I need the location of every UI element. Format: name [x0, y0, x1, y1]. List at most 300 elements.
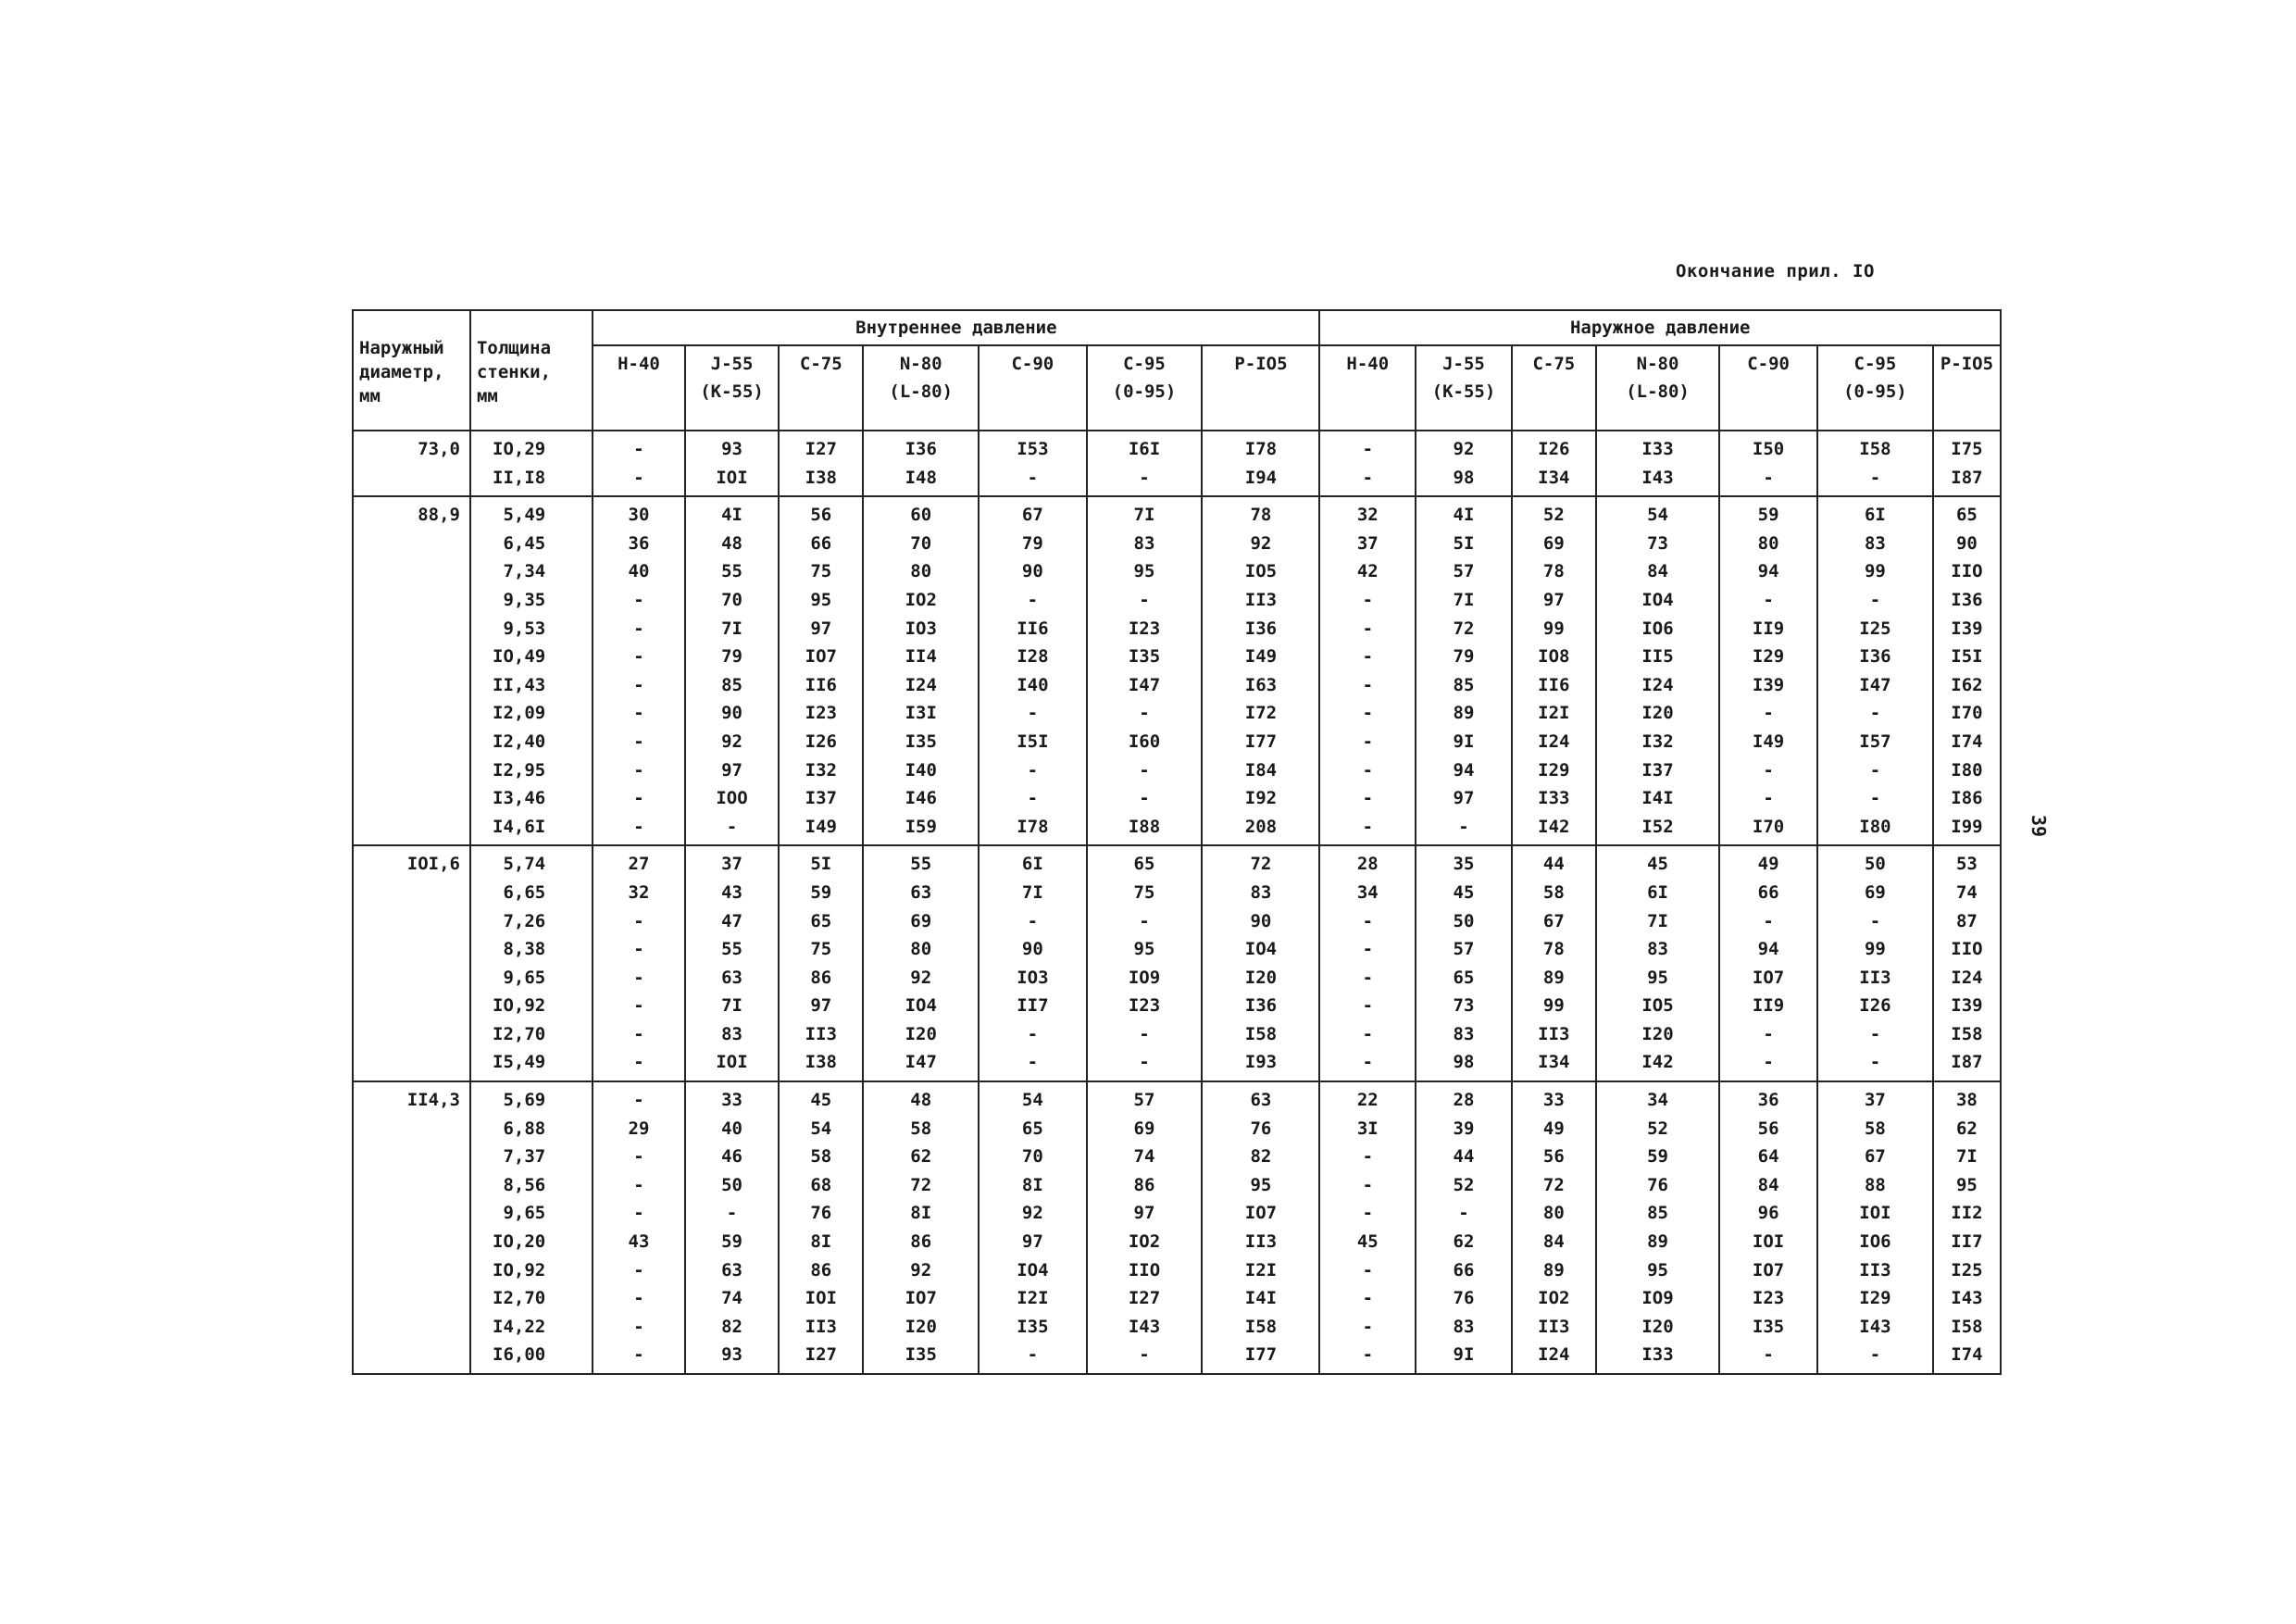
cell-value: 59: [810, 881, 832, 903]
cell-value: 88: [1864, 1174, 1886, 1195]
cell-value: I43: [1641, 467, 1674, 488]
cell-value: 70: [721, 589, 742, 610]
cell-value: -: [1362, 1052, 1374, 1073]
cell-value: I20: [1641, 1316, 1674, 1337]
cell-value: 75: [1133, 881, 1155, 903]
cell-value: 76: [1250, 1118, 1272, 1139]
external-pressure-column: [1319, 845, 1416, 1081]
external-pressure-column: [1512, 1081, 1596, 1374]
cell-value: 99: [1864, 561, 1886, 582]
cell-value: I27: [805, 439, 837, 459]
cell-value: 48: [721, 532, 742, 554]
cell-value: диаметр,: [359, 362, 444, 382]
cell-value: -: [1362, 1023, 1374, 1044]
cell-value: II3: [1538, 1023, 1570, 1044]
external-grade-header: [1933, 345, 2001, 431]
cell-value: I39: [1951, 995, 1983, 1017]
cell-value: -: [633, 1203, 644, 1224]
cell-value: 7I: [1133, 505, 1155, 526]
grade-label: Н-40: [618, 354, 660, 374]
cell-value: IO,49: [493, 646, 546, 668]
cell-value: 3I: [1356, 1118, 1379, 1139]
cell-value: 22: [1356, 1090, 1379, 1111]
external-pressure-column: [1416, 845, 1512, 1081]
cell-value: 92: [1021, 1203, 1043, 1224]
cell-value: 78: [1250, 505, 1272, 526]
cell-value: -: [633, 759, 644, 781]
cell-value: 97: [810, 618, 832, 639]
cell-value: I36: [1244, 995, 1278, 1017]
internal-pressure-column: [779, 1081, 863, 1374]
external-pressure-column: [1596, 496, 1719, 845]
external-pressure-column: [1817, 431, 1933, 496]
cell-value: 55: [721, 939, 742, 960]
cell-value: I77: [1244, 731, 1278, 752]
cell-value: 57: [1133, 1090, 1155, 1111]
cell-value: 94: [1453, 759, 1475, 781]
cell-value: I32: [1641, 731, 1674, 752]
cell-value: -: [1027, 467, 1039, 488]
cell-value: IIO: [1128, 1259, 1161, 1280]
cell-value: -: [633, 995, 644, 1017]
internal-pressure-column: [863, 431, 979, 496]
cell-value: 76: [810, 1203, 832, 1224]
cell-value: 58: [810, 1146, 832, 1168]
internal-pressure-column: [779, 431, 863, 496]
cell-value: I24: [1538, 731, 1570, 752]
cell-value: 90: [721, 703, 742, 724]
grade-label: С-75: [1532, 354, 1576, 374]
outer-diameter: 73,0: [353, 431, 470, 496]
cell-value: -: [1139, 759, 1150, 781]
cell-value: 65: [810, 910, 832, 931]
cell-value: 75: [810, 939, 832, 960]
cell-value: I58: [1951, 1316, 1983, 1337]
cell-value: 37: [721, 854, 742, 875]
cell-value: -: [633, 1146, 644, 1168]
cell-value: 80: [910, 939, 932, 960]
cell-value: -: [1027, 788, 1039, 809]
cell-value: 80: [1542, 1203, 1565, 1224]
cell-value: 59: [1647, 1146, 1668, 1168]
cell-value: IOI: [1752, 1231, 1785, 1253]
cell-value: -: [633, 939, 644, 960]
cell-value: 8I: [910, 1203, 932, 1224]
external-pressure-column: [1933, 1081, 2001, 1374]
cell-value: 30: [628, 505, 650, 526]
internal-grade-header: [1087, 345, 1203, 431]
cell-value: I24: [1951, 967, 1983, 988]
cell-value: I74: [1951, 1344, 1983, 1366]
cell-value: 69: [1864, 881, 1886, 903]
cell-value: I48: [905, 467, 937, 488]
cell-value: 82: [1250, 1146, 1272, 1168]
cell-value: I35: [1017, 1316, 1049, 1337]
external-pressure-column: [1512, 431, 1596, 496]
cell-value: 95: [1250, 1174, 1272, 1195]
cell-value: 83: [1133, 532, 1155, 554]
cell-value: 55: [910, 854, 932, 875]
cell-value: -: [1362, 1288, 1374, 1309]
cell-value: 32: [1356, 505, 1379, 526]
external-pressure-column: [1719, 496, 1817, 845]
cell-value: IO,92: [493, 995, 546, 1017]
cell-value: -: [1362, 759, 1374, 781]
cell-value: IOI: [716, 467, 748, 488]
cell-value: IO5: [1641, 995, 1674, 1017]
cell-value: 208: [1244, 816, 1278, 837]
cell-value: 98: [1453, 467, 1475, 488]
cell-value: I29: [1752, 646, 1785, 668]
cell-value: 93: [721, 1344, 742, 1366]
cell-value: 57: [1453, 561, 1475, 582]
external-pressure-column: [1319, 431, 1416, 496]
cell-value: I47: [905, 1052, 937, 1073]
cell-value: -: [633, 1288, 644, 1309]
cell-value: 9,65: [503, 967, 546, 988]
cell-value: I40: [1017, 674, 1049, 695]
internal-pressure-column: [979, 431, 1086, 496]
cell-value: 86: [810, 1259, 832, 1280]
cell-value: 58: [1542, 881, 1565, 903]
cell-value: I4I: [1244, 1288, 1278, 1309]
cell-value: -: [1362, 646, 1374, 668]
cell-value: 4I: [721, 505, 742, 526]
cell-value: -: [633, 674, 644, 695]
cell-value: 85: [1453, 674, 1475, 695]
cell-value: 27: [628, 854, 650, 875]
cell-value: II3: [1244, 1231, 1278, 1253]
cell-value: I25: [1859, 618, 1891, 639]
cell-value: -: [633, 1023, 644, 1044]
cell-value: 76: [1647, 1174, 1668, 1195]
external-pressure-column: [1596, 1081, 1719, 1374]
cell-value: -: [1763, 703, 1774, 724]
cell-value: 95: [1133, 561, 1155, 582]
cell-value: I52: [1641, 816, 1674, 837]
cell-value: 6,88: [503, 1118, 546, 1139]
cell-value: I6I: [1128, 439, 1161, 459]
cell-value: -: [633, 967, 644, 988]
internal-pressure-column: [685, 496, 780, 845]
cell-value: IO,29: [493, 439, 546, 459]
cell-value: IOI: [716, 1052, 748, 1073]
cell-value: 70: [1021, 1146, 1043, 1168]
grade-label: (0-95): [1843, 381, 1907, 402]
cell-value: -: [1139, 910, 1150, 931]
internal-grade-header: [779, 345, 863, 431]
cell-value: 33: [1542, 1090, 1565, 1111]
cell-value: IO4: [1641, 589, 1674, 610]
external-pressure-column: [1817, 496, 1933, 845]
cell-value: 83: [1250, 881, 1272, 903]
cell-value: Наружный: [359, 338, 444, 358]
cell-value: 54: [1647, 505, 1668, 526]
cell-value: 95: [1133, 939, 1155, 960]
cell-value: I20: [905, 1023, 937, 1044]
cell-value: II3: [805, 1023, 837, 1044]
cell-value: IO3: [1017, 967, 1049, 988]
cell-value: 50: [1453, 910, 1475, 931]
internal-pressure-column: [1087, 431, 1203, 496]
cell-value: 44: [1453, 1146, 1475, 1168]
cell-value: 67: [1542, 910, 1565, 931]
cell-value: -: [633, 618, 644, 639]
cell-value: II,I8: [493, 467, 546, 488]
internal-grade-header: [863, 345, 979, 431]
cell-value: 63: [721, 967, 742, 988]
grade-label: J-55: [710, 354, 754, 374]
cell-value: I42: [1538, 816, 1570, 837]
cell-value: 85: [721, 674, 742, 695]
cell-value: I49: [805, 816, 837, 837]
cell-value: 83: [721, 1023, 742, 1044]
grade-label: N-80: [1636, 354, 1679, 374]
cell-value: I94: [1244, 467, 1278, 488]
cell-value: 89: [1542, 1259, 1565, 1280]
cell-value: 70: [910, 532, 932, 554]
cell-value: II4: [905, 646, 937, 668]
cell-value: IO2: [905, 589, 937, 610]
cell-value: I23: [805, 703, 837, 724]
table-row: [353, 496, 2001, 845]
cell-value: 63: [721, 1259, 742, 1280]
cell-value: I38: [805, 1052, 837, 1073]
cell-value: I86: [1951, 788, 1983, 809]
grade-label: (0-95): [1112, 381, 1177, 402]
cell-value: I24: [1641, 674, 1674, 695]
cell-value: I2I: [1017, 1288, 1049, 1309]
cell-value: I27: [805, 1344, 837, 1366]
external-pressure-column: [1596, 845, 1719, 1081]
table-row: [353, 431, 2001, 496]
external-pressure-column: [1319, 1081, 1416, 1374]
external-pressure-column: [1933, 845, 2001, 1081]
cell-value: -: [633, 910, 644, 931]
cell-value: 86: [910, 1231, 932, 1253]
cell-value: -: [1869, 467, 1881, 488]
cell-value: I80: [1859, 816, 1891, 837]
grade-label: С-95: [1853, 354, 1897, 374]
cell-value: 6,45: [503, 532, 546, 554]
cell-value: I40: [905, 759, 937, 781]
cell-value: 62: [1453, 1231, 1475, 1253]
cell-value: 78: [1542, 561, 1565, 582]
cell-value: -: [633, 1259, 644, 1280]
cell-value: 83: [1453, 1316, 1475, 1337]
cell-value: -: [633, 816, 644, 837]
cell-value: 66: [1453, 1259, 1475, 1280]
cell-value: 50: [1864, 854, 1886, 875]
cell-value: 58: [1864, 1118, 1886, 1139]
cell-value: 45: [1356, 1231, 1379, 1253]
external-pressure-column: [1512, 845, 1596, 1081]
cell-value: -: [1139, 788, 1150, 809]
cell-value: 69: [1542, 532, 1565, 554]
cell-value: I87: [1951, 1052, 1983, 1073]
cell-value: -: [1869, 910, 1881, 931]
cell-value: -: [1763, 1023, 1774, 1044]
cell-value: 66: [810, 532, 832, 554]
cell-value: 5I: [1453, 532, 1475, 554]
cell-value: 79: [1021, 532, 1043, 554]
cell-value: -: [1869, 1052, 1881, 1073]
cell-value: 6I: [1647, 881, 1668, 903]
cell-value: -: [1362, 1174, 1374, 1195]
cell-value: I47: [1128, 674, 1161, 695]
cell-value: 63: [910, 881, 932, 903]
cell-value: 79: [1453, 646, 1475, 668]
cell-value: I42: [1641, 1052, 1674, 1073]
cell-value: -: [1362, 1203, 1374, 1224]
cell-value: I36: [905, 439, 937, 459]
internal-pressure-column: [979, 845, 1086, 1081]
cell-value: I78: [1017, 816, 1049, 837]
external-pressure-column: [1596, 431, 1719, 496]
cell-value: 89: [1542, 967, 1565, 988]
internal-pressure-column: [1087, 1081, 1203, 1374]
cell-value: -: [726, 1203, 738, 1224]
cell-value: I58: [1244, 1316, 1278, 1337]
cell-value: 42: [1356, 561, 1379, 582]
cell-value: I43: [1951, 1288, 1983, 1309]
cell-value: 4I: [1453, 505, 1475, 526]
cell-value: I77: [1244, 1344, 1278, 1366]
cell-value: 95: [1647, 967, 1668, 988]
cell-value: 34: [1356, 881, 1379, 903]
col-header-diameter: [353, 310, 470, 431]
cell-value: -: [1362, 1259, 1374, 1280]
cell-value: -: [1027, 589, 1039, 610]
cell-value: 8I: [810, 1231, 832, 1253]
cell-value: -: [1027, 1023, 1039, 1044]
cell-value: -: [1362, 995, 1374, 1017]
external-pressure-column: [1512, 496, 1596, 845]
cell-value: -: [1869, 1023, 1881, 1044]
grade-label: Н-40: [1346, 354, 1390, 374]
cell-value: 53: [1955, 854, 1978, 875]
cell-value: I35: [905, 1344, 937, 1366]
cell-value: -: [1027, 1052, 1039, 1073]
cell-value: -: [1362, 589, 1374, 610]
cell-value: -: [633, 646, 644, 668]
internal-pressure-column: [685, 845, 780, 1081]
cell-value: IO7: [1752, 967, 1785, 988]
cell-value: I3,46: [493, 788, 546, 809]
cell-value: -: [633, 467, 644, 488]
cell-value: IO7: [1244, 1203, 1278, 1224]
cell-value: -: [1763, 759, 1774, 781]
cell-value: I58: [1244, 1023, 1278, 1044]
cell-value: 65: [1955, 505, 1978, 526]
cell-value: 74: [721, 1288, 742, 1309]
cell-value: IO8: [1538, 646, 1570, 668]
cell-value: I24: [905, 674, 937, 695]
cell-value: II,43: [493, 674, 546, 695]
cell-value: 9,65: [503, 1203, 546, 1224]
cell-value: -: [1362, 1316, 1374, 1337]
grade-label: Р-IO5: [1940, 354, 1994, 374]
cell-value: IIO: [1951, 939, 1983, 960]
table-row: [353, 1081, 2001, 1374]
cell-value: 58: [910, 1118, 932, 1139]
cell-value: II3: [1859, 1259, 1891, 1280]
cell-value: I26: [1859, 995, 1891, 1017]
cell-value: 62: [1955, 1118, 1978, 1139]
external-pressure-column: [1817, 845, 1933, 1081]
cell-value: 93: [721, 439, 742, 459]
cell-value: мм: [476, 386, 498, 406]
cell-value: -: [1139, 1052, 1150, 1073]
cell-value: 56: [810, 505, 832, 526]
cell-value: IOI: [805, 1288, 837, 1309]
cell-value: I39: [1951, 618, 1983, 639]
cell-value: -: [1763, 910, 1774, 931]
grade-label: С-95: [1123, 354, 1166, 374]
internal-pressure-column: [1202, 496, 1319, 845]
cell-value: 9I: [1453, 1344, 1475, 1366]
cell-value: IO9: [1641, 1288, 1674, 1309]
cell-value: -: [1763, 467, 1774, 488]
table-caption: Окончание прил. IO: [1676, 261, 1875, 281]
cell-value: 79: [721, 646, 742, 668]
cell-value: 45: [810, 1090, 832, 1111]
internal-grade-header: [979, 345, 1086, 431]
cell-value: 95: [1955, 1174, 1978, 1195]
cell-value: -: [1027, 910, 1039, 931]
cell-value: 95: [1647, 1259, 1668, 1280]
cell-value: I49: [1244, 646, 1278, 668]
cell-value: 55: [721, 561, 742, 582]
wall-thickness: [470, 496, 593, 845]
cell-value: 86: [1133, 1174, 1155, 1195]
cell-value: 32: [628, 881, 650, 903]
col-header-thickness: [470, 310, 593, 431]
cell-value: IOI: [1859, 1203, 1891, 1224]
cell-value: IO2: [1128, 1231, 1161, 1253]
cell-value: I70: [1752, 816, 1785, 837]
cell-value: I20: [1244, 967, 1278, 988]
cell-value: 95: [810, 589, 832, 610]
internal-pressure-column: [593, 496, 684, 845]
cell-value: I5I: [1951, 646, 1983, 668]
cell-value: -: [1362, 788, 1374, 809]
cell-value: 99: [1542, 995, 1565, 1017]
cell-value: I58: [1859, 439, 1891, 459]
cell-value: мм: [359, 386, 381, 406]
cell-value: -: [1362, 967, 1374, 988]
cell-value: 9,53: [503, 618, 546, 639]
internal-pressure-header: Внутреннее давление: [593, 310, 1319, 345]
cell-value: I20: [1641, 703, 1674, 724]
cell-value: I29: [1859, 1288, 1891, 1309]
grade-label: С-90: [1747, 354, 1790, 374]
cell-value: 99: [1864, 939, 1886, 960]
external-grade-header: [1596, 345, 1719, 431]
cell-value: 69: [1133, 1118, 1155, 1139]
cell-value: 33: [721, 1090, 742, 1111]
external-grade-header: [1319, 345, 1416, 431]
cell-value: 37: [1356, 532, 1379, 554]
cell-value: -: [1869, 589, 1881, 610]
cell-value: 7I: [1647, 910, 1668, 931]
cell-value: 90: [1021, 939, 1043, 960]
cell-value: 8,38: [503, 939, 546, 960]
internal-pressure-column: [1202, 845, 1319, 1081]
cell-value: -: [1362, 731, 1374, 752]
cell-value: I59: [905, 816, 937, 837]
internal-pressure-column: [593, 1081, 684, 1374]
